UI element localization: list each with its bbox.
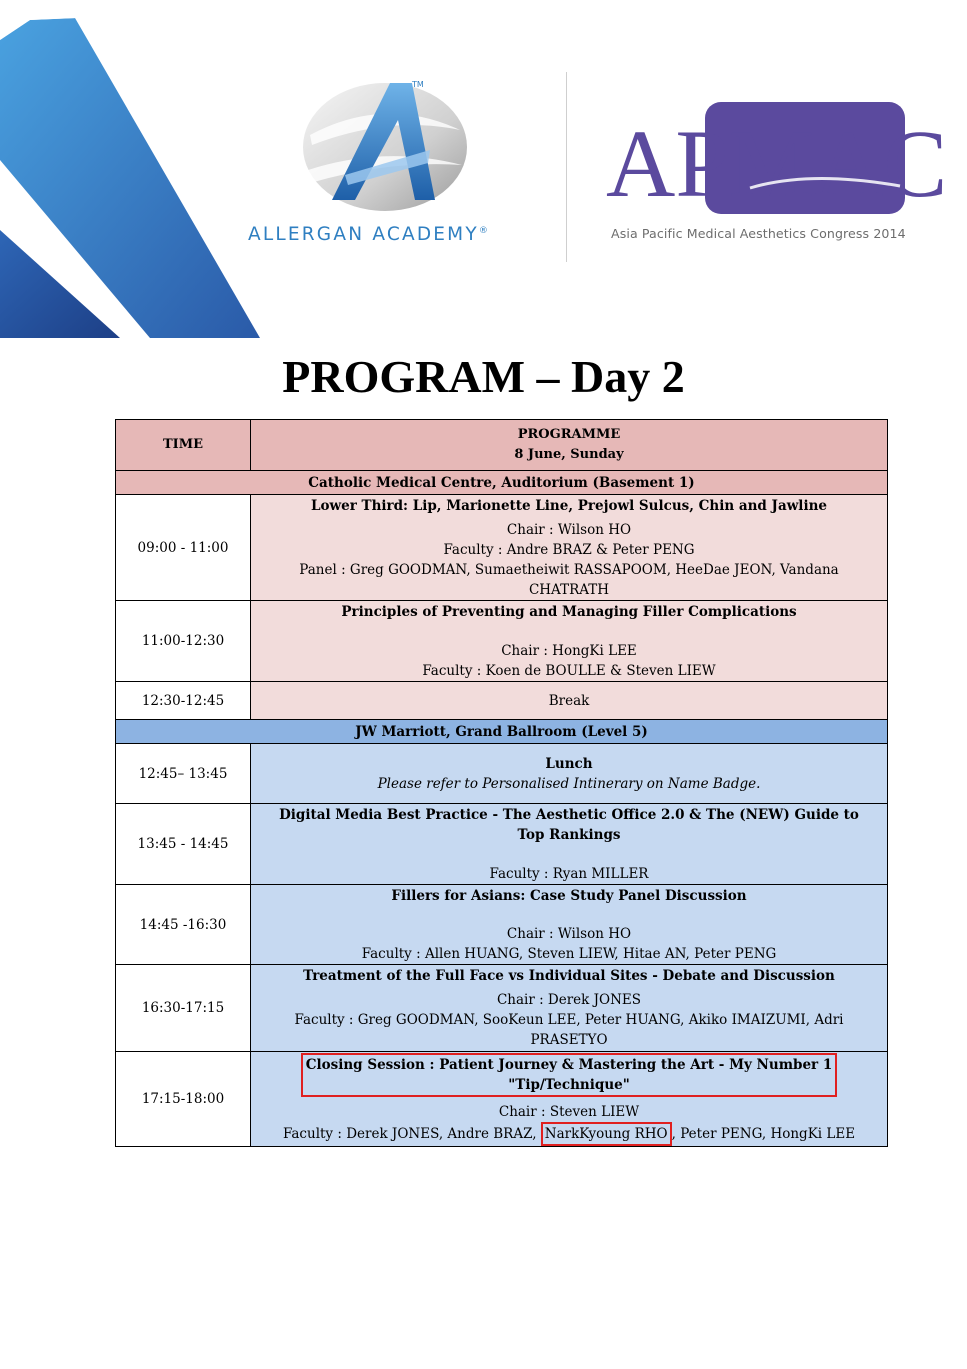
session-faculty: Faculty : Ryan MILLER (489, 866, 649, 882)
session-chair: Chair : Wilson HO (506, 522, 632, 538)
corner-banner-graphic (0, 0, 265, 340)
session-details (251, 1052, 888, 1147)
session-time: 12:30-12:45 (116, 682, 251, 720)
header-time: TIME (116, 420, 251, 471)
session-chair: Chair : HongKi LEE (501, 643, 637, 659)
session-faculty: Faculty : Koen de BOULLE & Steven LIEW (422, 663, 716, 679)
session-title: Lower Third: Lip, Marionette Line, Prejowl Sulcus, Chin and Jawline (311, 498, 827, 514)
session-chair: Chair : Derek JONES (496, 992, 642, 1008)
registered-mark: ® (478, 225, 488, 236)
session-time: 11:00-12:30 (116, 601, 251, 682)
table-header-row (116, 420, 888, 471)
session-faculty: Faculty : Andre BRAZ & Peter PENG (443, 542, 695, 558)
apmac-logo (600, 100, 948, 220)
session-note: Please refer to Personalised Intinerary on Name Badge. (377, 775, 761, 792)
table-row (116, 965, 888, 1052)
session-chair: Chair : Steven LIEW (498, 1104, 640, 1120)
session-time: 12:45– 13:45 (116, 744, 251, 804)
table-row (116, 682, 888, 720)
session-faculty (255, 1122, 883, 1146)
tm-mark: TM (412, 80, 424, 89)
session-time: 14:45 -16:30 (116, 885, 251, 965)
session-title: Lunch (545, 755, 593, 772)
session-time: 13:45 - 14:45 (116, 804, 251, 885)
logo-divider (566, 72, 567, 262)
session-details (251, 601, 888, 682)
session-title: Fillers for Asians: Case Study Panel Discussion (391, 888, 747, 904)
apmac-logo-ap: APMAC (606, 110, 948, 217)
session-break: Break (251, 682, 888, 720)
session-time: 16:30-17:15 (116, 965, 251, 1052)
session-details (251, 804, 888, 885)
session-panel: Panel : Greg GOODMAN, Sumaetheiwit RASSAPOOM, HeeDae JEON, Vandana CHATRATH (299, 562, 839, 598)
session-title: Digital Media Best Practice - The Aesthetic Office 2.0 & The (NEW) Guide to Top Rankings (279, 807, 859, 843)
session-details (251, 885, 888, 965)
header-programme (251, 420, 888, 471)
faculty-pre: Faculty : Derek JONES, Andre BRAZ, (282, 1126, 541, 1142)
header-date: 8 June, Sunday (514, 447, 624, 462)
session-details (251, 495, 888, 601)
allergan-academy-wordmark: ALLERGAN ACADEMY® (248, 224, 488, 245)
table-row (116, 601, 888, 682)
session-details (251, 744, 888, 804)
header-programme-label: PROGRAMME (517, 427, 621, 442)
table-row (116, 1052, 888, 1147)
apmac-subtitle: Asia Pacific Medical Aesthetics Congress 2014 (611, 226, 906, 241)
session-details (251, 965, 888, 1052)
page-title: PROGRAM – Day 2 (282, 351, 685, 402)
session-title: Treatment of the Full Face vs Individual Sites - Debate and Discussion (303, 968, 835, 984)
table-row (116, 744, 888, 804)
venue-row (116, 720, 888, 744)
table-row (116, 804, 888, 885)
faculty-highlighted-name: NarkKyoung RHO (541, 1122, 672, 1146)
session-faculty: Faculty : Greg GOODMAN, SooKeun LEE, Peter HUANG, Akiko IMAIZUMI, Adri PRASETYO (294, 1012, 844, 1048)
session-chair: Chair : Wilson HO (506, 926, 632, 942)
venue-jw-marriott: JW Marriott, Grand Ballroom (Level 5) (116, 720, 888, 744)
session-faculty: Faculty : Allen HUANG, Steven LIEW, Hitae AN, Peter PENG (361, 946, 777, 962)
program-table (115, 419, 888, 1147)
session-time: 09:00 - 11:00 (116, 495, 251, 601)
venue-row (116, 471, 888, 495)
table-row (116, 885, 888, 965)
faculty-post: , Peter PENG, HongKi LEE (671, 1126, 856, 1142)
venue-catholic: Catholic Medical Centre, Auditorium (Basement 1) (116, 471, 888, 495)
session-title: Principles of Preventing and Managing Filler Complications (341, 604, 797, 620)
closing-session-title-highlighted: Closing Session : Patient Journey & Mastering the Art - My Number 1 "Tip/Technique" (301, 1053, 837, 1097)
session-time: 17:15-18:00 (116, 1052, 251, 1147)
table-row (116, 495, 888, 601)
